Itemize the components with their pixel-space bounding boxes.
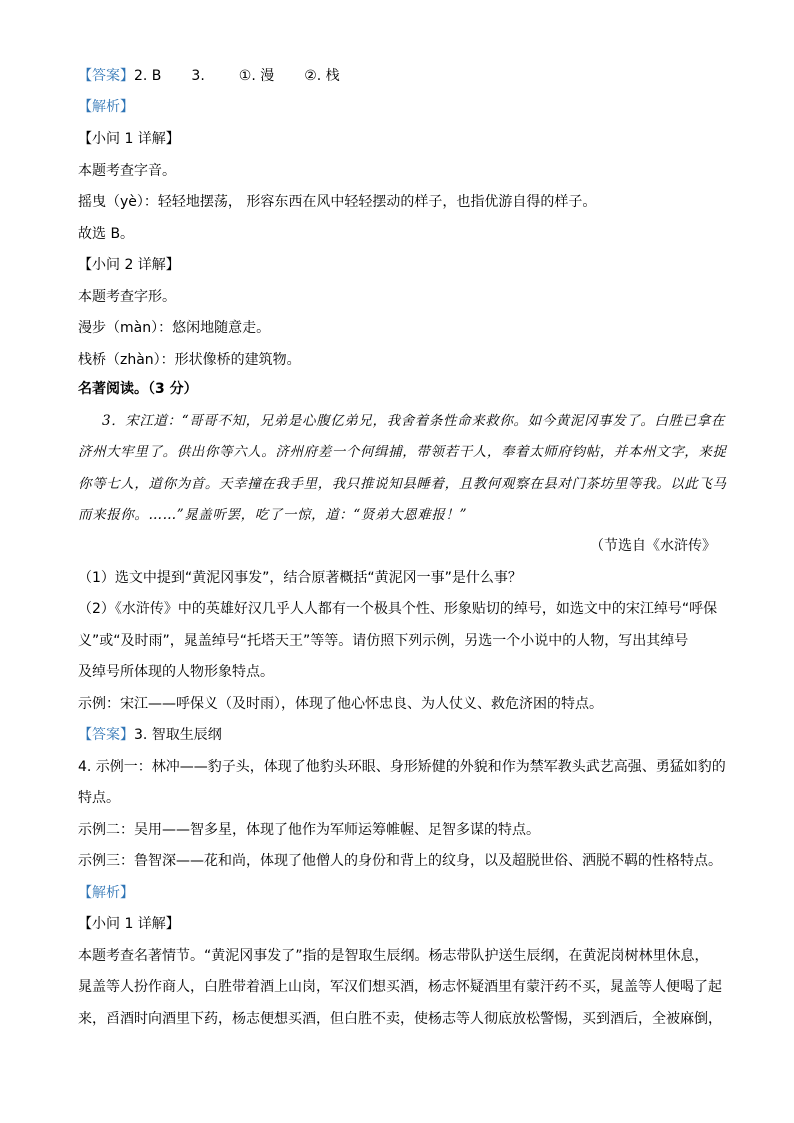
analysis-tag-2: 【解析】 xyxy=(78,885,134,901)
question-2-line-1: （2）《水浒传》中的英雄好汉几乎人人都有一个极具个性、形象贴切的绰号，如选文中的宋江绰号“呼保 xyxy=(78,601,718,617)
sub-question-2-explanation-2: 栈桥（zhàn）：形状像桥的建筑物。 xyxy=(78,352,301,368)
question-2-line-2: 义”或“及时雨”，晁盖绰号“托塔天王”等等。请仿照下列示例，另选一个小说中的人物，写出其绰号 xyxy=(78,633,689,649)
detail-line-2: 晁盖等人扮作商人，白胜带着酒上山岗，军汉们想买酒，杨志怀疑酒里有蒙汗药不买，晁盖等人便喝了起 xyxy=(78,979,722,995)
passage-line-4: 而来报你。……”晁盖听罢，吃了一惊，道：“贤弟大恩难报！” xyxy=(78,507,468,523)
detail-line-3: 来，舀酒时向酒里下药，杨志便想买酒，但白胜不卖，使杨志等人彻底放松警惕，买到酒后，全被麻倒， xyxy=(78,1011,722,1027)
passage-line-3: 你等七人，道你为首。天幸撞在我手里，我只推说知县睡着，且教何观察在县对门茶坊里等我。以此飞马 xyxy=(78,476,727,492)
example-3: 示例三：鲁智深——花和尚，体现了他僧人的身份和背上的纹身，以及超脱世俗、洒脱不羁的性格特点。 xyxy=(78,853,722,869)
sub-question-1-text: 本题考查字音。 xyxy=(78,163,176,179)
answer-tag: 【答案】 xyxy=(78,68,134,84)
question-1: （1）选文中提到“黄泥冈事发”，结合原著概括“黄泥冈一事”是什么事？ xyxy=(78,570,522,586)
answer-2: 2. B xyxy=(134,68,162,84)
sub-question-1-conclusion: 故选 B。 xyxy=(78,226,135,242)
answer-tag-2: 【答案】 xyxy=(78,727,134,743)
analysis-tag: 【解析】 xyxy=(78,99,134,115)
passage-line-2: 济州大牢里了。供出你等六人。济州府差一个何缉捕，带领若干人，奉着太师府钧帖，并本州文字，来捉 xyxy=(78,444,727,460)
passage-line-1: 3．宋江道：“哥哥不知，兄弟是心腹亿弟兄，我舍着条性命来救你。如今黄泥冈事发了。白胜已拿在 xyxy=(102,413,725,429)
question-2-line-3: 及绰号所体现的人物形象特点。 xyxy=(78,664,274,680)
sub-question-2-text: 本题考查字形。 xyxy=(78,289,176,305)
answer-3-part-a: ①. 漫 xyxy=(238,68,275,84)
sub-question-1-tag-2: 【小问 1 详解】 xyxy=(78,916,180,932)
sub-question-2-explanation-1: 漫步（màn）：悠闲地随意走。 xyxy=(78,320,271,336)
example-1-line-1: 4. 示例一：林冲——豹子头，体现了他豹头环眼、身形矫健的外貌和作为禁军教头武艺高强、勇猛如豹的 xyxy=(78,759,726,775)
answer-3-text: 3. 智取生辰纲 xyxy=(134,727,222,743)
answer-line-2 xyxy=(78,727,728,743)
example-2: 示例二：吴用——智多星，体现了他作为军师运筹帷幄、足智多谋的特点。 xyxy=(78,822,540,838)
detail-line-1: 本题考查名著情节。“黄泥冈事发了”指的是智取生辰纲。杨志带队护送生辰纲，在黄泥岗树林里休息， xyxy=(78,948,709,964)
sub-question-1-tag: 【小问 1 详解】 xyxy=(78,131,180,147)
sub-question-1-explanation: 摇曳（yè）：轻轻地摆荡， 形容东西在风中轻轻摆动的样子，也指优游自得的样子。 xyxy=(78,194,597,210)
sub-question-2-tag: 【小问 2 详解】 xyxy=(78,257,180,273)
answer-3-part-b: ②. 栈 xyxy=(304,68,340,84)
answer-3-number: 3. xyxy=(191,68,205,84)
section-heading: 名著阅读。（3 分） xyxy=(78,381,198,397)
example-line: 示例：宋江——呼保义（及时雨），体现了他心怀忠良、为人仗义、救危济困的特点。 xyxy=(78,696,603,712)
answer-line-1 xyxy=(78,68,728,84)
passage-source: （节选自《水浒传》 xyxy=(590,538,716,554)
example-1-line-2: 特点。 xyxy=(78,790,120,806)
